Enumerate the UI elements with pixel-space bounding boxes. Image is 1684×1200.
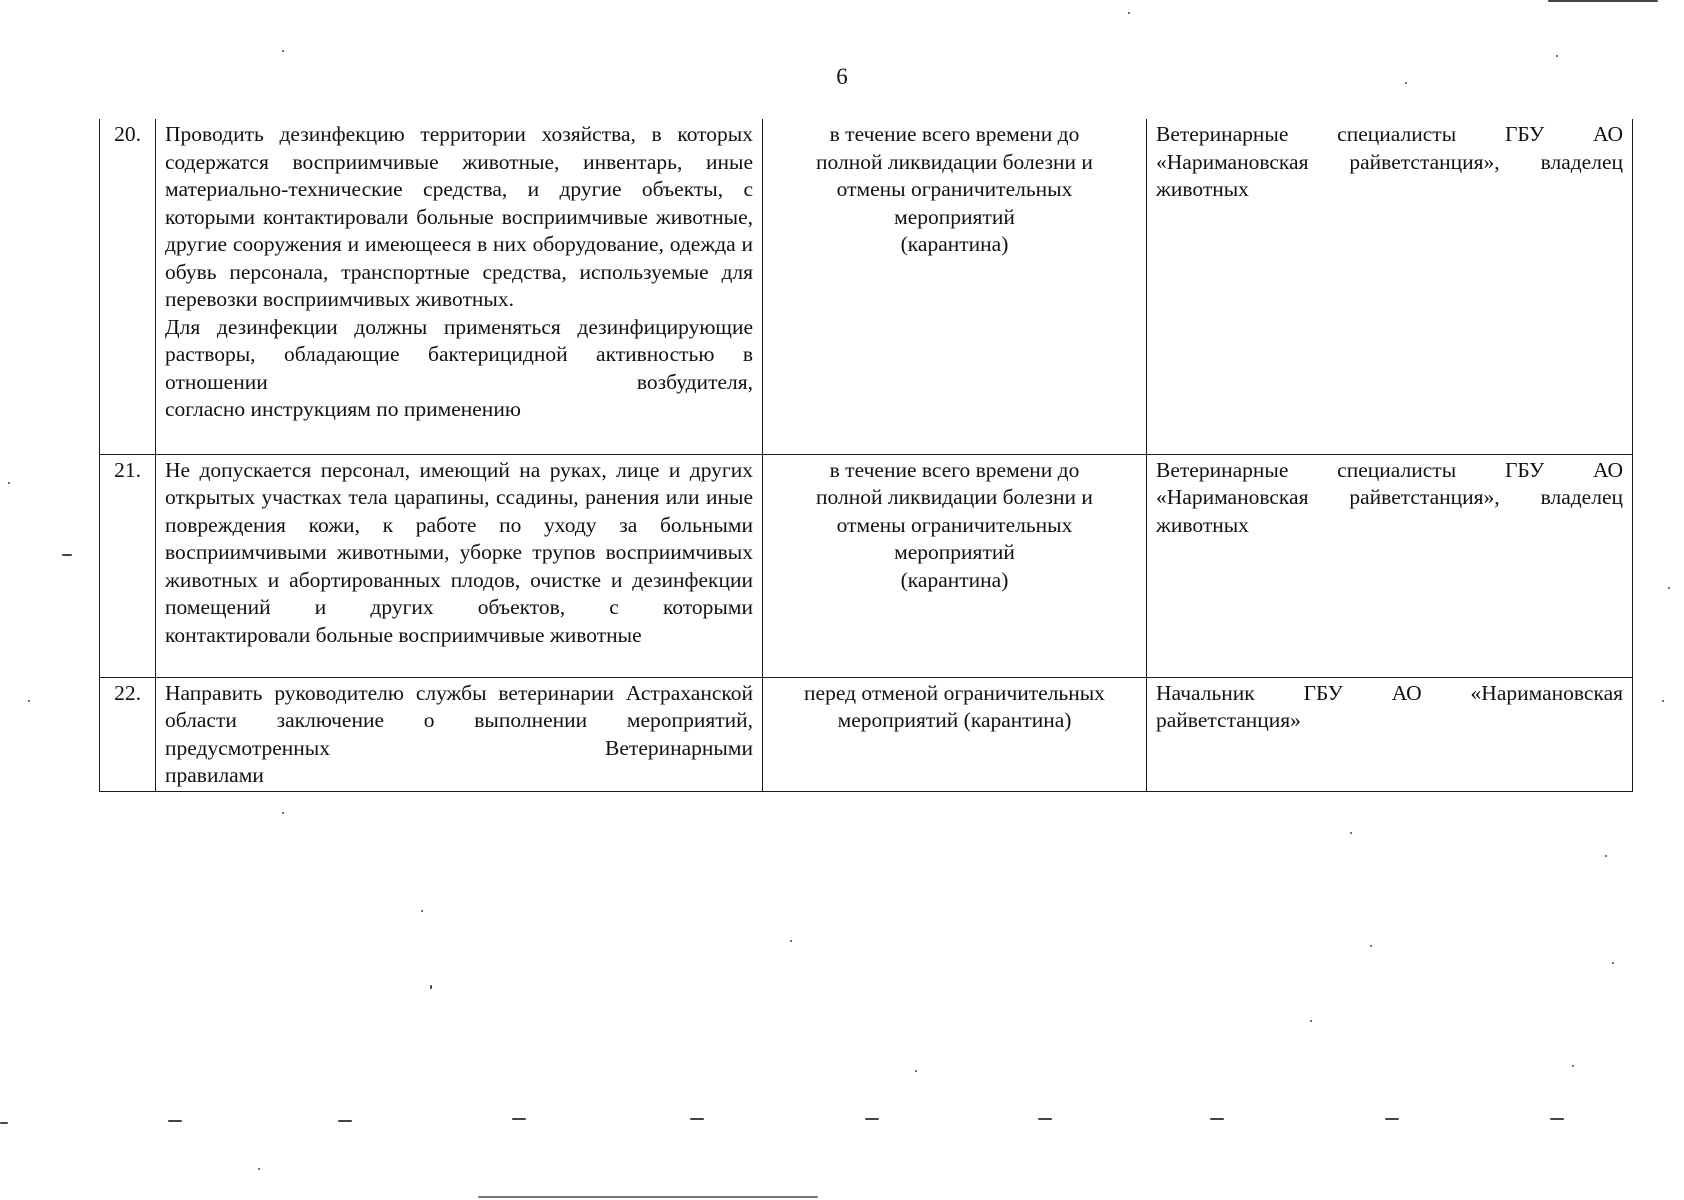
term-line: в течение всего времени до [829, 122, 1080, 146]
table-row [100, 677, 1633, 791]
measure-text-last-line: перевозки восприимчивых животных. [165, 287, 514, 311]
measure-text-last-line: контактировали больные восприимчивые животные [165, 622, 642, 647]
measure-cell [156, 677, 763, 791]
measure-cell [156, 454, 763, 677]
responsible-text: Ветеринарные специалисты ГБУ АО «Наримановская райветстанция», владелец [1156, 457, 1623, 509]
scan-speck [338, 1120, 352, 1122]
scan-speck [1210, 1118, 1224, 1120]
scan-speck [1550, 1118, 1564, 1120]
responsible-text-last-line: животных [1156, 177, 1249, 201]
scan-speck [865, 1118, 879, 1120]
scan-speck [1662, 700, 1664, 702]
scan-speck [168, 1120, 182, 1122]
scan-speck [1548, 0, 1658, 2]
responsible-cell [1147, 119, 1633, 454]
scan-speck [1310, 1020, 1312, 1022]
row-number: 22. [100, 677, 156, 791]
row-number: 20. [100, 119, 156, 454]
measure-text-last-line: правилами [165, 763, 264, 787]
term-line: перед отменой ограничительных [804, 680, 1105, 705]
term-line: полной ликвидации болезни и [816, 149, 1093, 174]
term-line: отмены ограничительных [836, 512, 1073, 537]
measure-text: Не допускается персонал, имеющий на руках, лице и других открытых участках тела царапины, ссадины, ранения или иные повреждения кожи, к работе по уходу за больными восприимчивыми животными, уборке трупов восприимчивых животных и абортированных плодов, очистке и дезинфекции помещений и других объектов, с которыми [165, 457, 753, 619]
responsible-cell [1147, 677, 1633, 791]
measure-text: Направить руководителю службы ветеринарии Астраханской области заключение о выполнении мероприятий, предусмотренных Ветеринарными [165, 680, 753, 760]
scan-speck [478, 1196, 818, 1198]
scan-speck [282, 50, 284, 52]
scan-speck [1350, 832, 1352, 834]
scan-speck [1038, 1118, 1052, 1120]
measures-table [99, 119, 1633, 792]
scan-speck [1556, 55, 1558, 57]
scan-speck [62, 554, 72, 556]
term-cell [763, 454, 1147, 677]
term-line: мероприятий [894, 540, 1015, 564]
term-line: мероприятий (карантина) [837, 708, 1072, 732]
scan-speck [430, 985, 432, 989]
responsible-text: Ветеринарные специалисты ГБУ АО «Наримановская райветстанция», владелец [1156, 122, 1623, 174]
scan-speck [690, 1118, 704, 1120]
scan-speck [282, 812, 284, 814]
scan-speck [0, 1122, 8, 1124]
scan-speck [1668, 587, 1670, 589]
scan-speck [8, 482, 10, 484]
measure-text: Проводить дезинфекцию территории хозяйства, в которых содержатся восприимчивые животные, инвентарь, иные материально-технические средства, и другие объекты, с которыми контактировали больные восприимчивые животные, другие сооружения и имеющееся в них оборудование, одежда и обувь персонала, транспортные средства, используемые для [165, 122, 753, 284]
scan-speck [421, 910, 423, 912]
scan-speck [1405, 82, 1407, 84]
scan-speck [1385, 1118, 1399, 1120]
responsible-text-last-line: райветстанция» [1156, 708, 1301, 732]
term-line: полной ликвидации болезни и [816, 485, 1093, 509]
scan-speck [1128, 12, 1130, 14]
term-line: отмены ограничительных [836, 177, 1073, 201]
scan-speck [258, 1168, 260, 1170]
measure-text-last-line: согласно инструкциям по применению [165, 397, 521, 421]
page-number: 6 [836, 64, 848, 89]
term-line: (карантина) [900, 232, 1009, 256]
table-row [100, 454, 1633, 677]
responsible-cell [1147, 454, 1633, 677]
scan-speck [915, 1070, 917, 1072]
measure-text-paragraph: Для дезинфекции должны применяться дезинфицирующие растворы, обладающие бактерицидной активностью в отношении возбудителя, [165, 314, 753, 394]
table-row [100, 119, 1633, 454]
scan-speck [512, 1118, 526, 1120]
responsible-text-last-line: животных [1156, 512, 1249, 537]
responsible-text: Начальник ГБУ АО «Наримановская [1156, 680, 1623, 705]
scan-speck [28, 700, 30, 702]
term-line: (карантина) [900, 567, 1009, 592]
term-line: в течение всего времени до [829, 457, 1080, 482]
scan-speck [1605, 855, 1607, 857]
term-line: мероприятий [894, 204, 1015, 229]
term-cell [763, 119, 1147, 454]
row-number: 21. [100, 454, 156, 677]
scan-speck [1612, 962, 1614, 964]
scan-speck [1370, 945, 1372, 947]
measure-cell [156, 119, 763, 454]
scan-speck [1572, 1065, 1574, 1067]
term-cell [763, 677, 1147, 791]
scan-speck [790, 940, 792, 942]
